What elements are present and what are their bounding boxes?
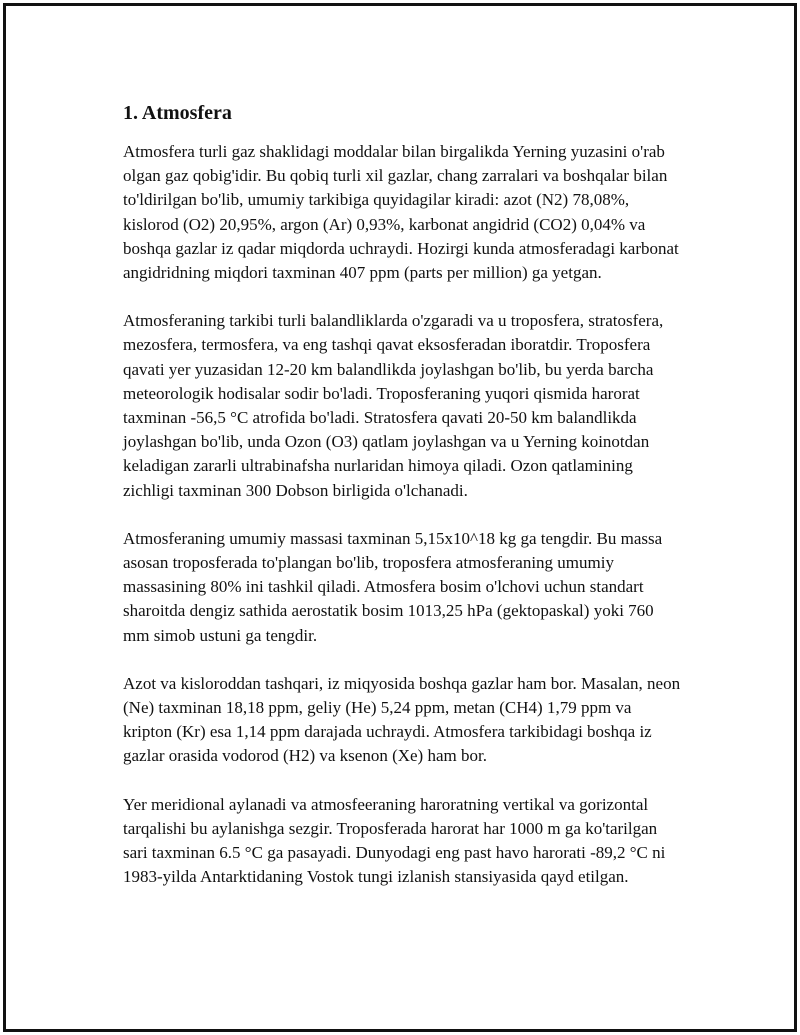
document-body [123, 100, 683, 913]
paragraph-temperature: Yer meridional aylanadi va atmosfeeraning haroratning vertikal va gorizontal tarqalishi bu aylanishga sezgir. Troposferada harorat har 1000 m ga ko'tarilgan sari taxminan 6.5 °C ga pasayadi. Dunyodagi eng past havo harorati -89,2 °C ni 1983-yilda Antarktidaning Vostok tungi izlanish stansiyasida qayd etilgan. [123, 794, 666, 887]
page-frame [3, 3, 797, 1032]
paragraph-mass-pressure: Atmosferaning umumiy massasi taxminan 5,15x10^18 kg ga tengdir. Bu massa asosan troposferada to'plangan bo'lib, troposfera atmosferaning umumiy massasining 80% ini tashkil qiladi. Atmosfera bosim o'lchovi uchun standart sharoitda dengiz sathida aerostatik bosim 1013,25 hPa (gektopaskal) yoki 760 mm simob ustuni ga tengdir. [123, 528, 663, 645]
paragraph-layers: Atmosferaning tarkibi turli balandliklarda o'zgaradi va u troposfera, stratosfera, mezosfera, termosfera, va eng tashqi qavat eksosferadan iboratdir. Troposfera qavati yer yuzasidan 12-20 km balandlikda joylashgan bo'lib, bu yerda barcha meteorologik hodisalar sodir bo'ladi. Troposferaning yuqori qismida harorat taxminan -56,5 °C atrofida bo'ladi. Stratosfera qavati 20-50 km balandlikda joylashgan bo'lib, unda Ozon (O3) qatlam joylashgan va u Yerning koinotdan keladigan zararli ultrabinafsha nurlaridan himoya qiladi. Ozon qatlamining zichligi taxminan 300 Dobson birligida o'lchanadi. [123, 311, 664, 500]
paragraph-trace-gases: Azot va kisloroddan tashqari, iz miqyosida boshqa gazlar ham bor. Masalan, neon (Ne) taxminan 18,18 ppm, geliy (He) 5,24 ppm, metan (CH4) 1,79 ppm va kripton (Kr) esa 1,14 ppm darajada uchraydi. Atmosfera tarkibidagi boshqa iz gazlar orasida vodorod (H2) va ksenon (Xe) ham bor. [123, 673, 681, 766]
paragraph-composition: Atmosfera turli gaz shaklidagi moddalar bilan birgalikda Yerning yuzasini o'rab olgan gaz qobig'idir. Bu qobiq turli xil gazlar, chang zarralari va boshqalar bilan to'ldirilgan bo'lib, umumiy tarkibiga quyidagilar kiradi: azot (N2) 78,08%, kislorod (O2) 20,95%, argon (Ar) 0,93%, karbonat angidrid (CO2) 0,04% va boshqa gazlar iz qadar miqdorda uchraydi. Hozirgi kunda atmosferadagi karbonat angidridning miqdori taxminan 407 ppm (parts per million) ga yetgan. [123, 142, 679, 283]
section-heading: 1. Atmosfera [123, 102, 232, 124]
